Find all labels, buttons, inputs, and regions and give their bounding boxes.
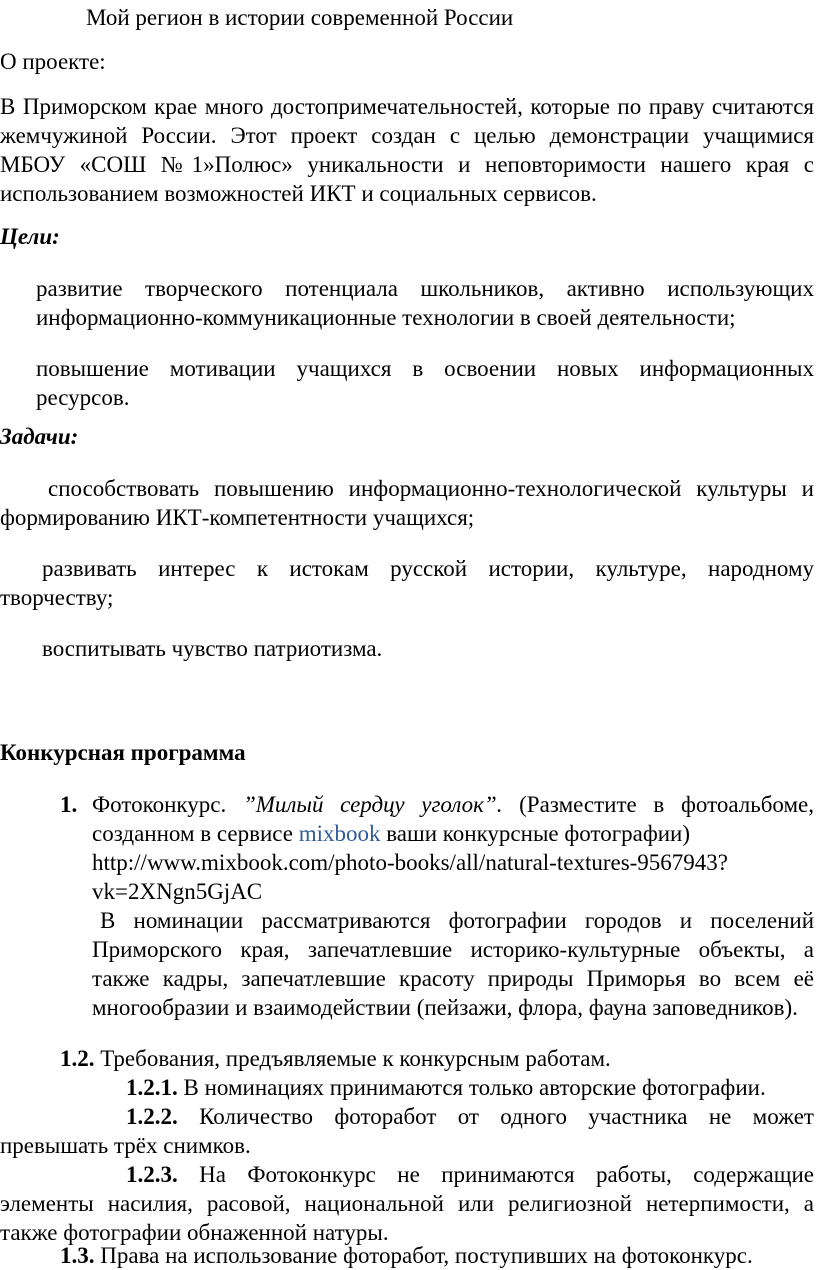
section-number: 1.2.3.: [126, 1162, 178, 1187]
contest-desc-end: ваши конкурсные фотографии): [380, 821, 691, 846]
about-paragraph: В Приморском крае много достопримечательностей, которые по праву считаются жемчужиной России. Этот проект создан с целью демонстрации учащимися МБОУ «СОШ №1»Полюс» уникальности и неповторимости нашего края с использованием возможностей ИКТ и социальных сервисов.: [0, 94, 814, 206]
nomination-paragraph: В номинации рассматриваются фотографии городов и поселений Приморского края, запечатлевшие историко-культурные объекты, а также кадры, запечатлевшие красоту природы Приморья во всем её многообразии и взаимодействии (пейзажи, флора, фауна заповедников).: [92, 908, 814, 1020]
about-label: О проекте:: [0, 49, 106, 74]
section-text: Требования, предъявляемые к конкурсным работам.: [94, 1046, 611, 1071]
page-title: Мой регион в истории современной России: [86, 5, 514, 30]
section-text: Права на использование фоторабот, поступивших на фотоконкурс.: [94, 1243, 753, 1268]
section-text: На Фотоконкурс не принимаются работы, содержащие элементы насилия, расовой, национальной или религиозной нетерпимости, а также фотографии обнаженной натуры.: [0, 1162, 814, 1245]
section-number: 1.2.: [60, 1046, 95, 1071]
section-text: В номинациях принимаются только авторские фотографии.: [177, 1075, 766, 1100]
section-1-2-3: [0, 1160, 814, 1247]
goal-item: развитие творческого потенциала школьников, активно использующих информационно-коммуникационные технологии в своей деятельности;: [36, 276, 814, 330]
contest-quote: ”Милый сердцу уголок”.: [242, 792, 503, 817]
section-text: Количество фоторабот от одного участника не может превышать трёх снимков.: [0, 1104, 814, 1158]
section-1-2-2: [0, 1102, 814, 1160]
contest-desc: (Разместите в фотоальбоме, созданном в сервисе: [92, 792, 814, 846]
tasks-heading: Задачи:: [0, 424, 79, 449]
task-item: развивать интерес к истокам русской истории, культуре, народному творчеству;: [0, 556, 814, 610]
contest-heading: Конкурсная программа: [0, 740, 246, 765]
section-number: 1.3.: [60, 1243, 95, 1268]
contest-lead: Фотоконкурс.: [92, 792, 243, 817]
section-number: 1.2.2.: [126, 1104, 178, 1129]
section-1-2-1: [0, 1073, 814, 1102]
section-1-2: [60, 1044, 814, 1073]
task-item: воспитывать чувство патриотизма.: [42, 636, 383, 661]
mixbook-link[interactable]: mixbook: [298, 821, 381, 846]
list-number: 1.: [60, 792, 78, 817]
goals-heading: Цели:: [0, 224, 60, 249]
goal-item: повышение мотивации учащихся в освоении новых информационных ресурсов.: [36, 356, 814, 410]
section-1-3: [60, 1241, 814, 1270]
task-item: способствовать повышению информационно-технологической культуры и формированию ИКТ-компетентности учащихся;: [0, 476, 814, 530]
section-number: 1.2.1.: [126, 1075, 178, 1100]
mixbook-url[interactable]: http://www.mixbook.com/photo-books/all/natural-textures-9567943?vk=2XNgn5GjAC: [92, 850, 729, 904]
contest-item-body: [92, 790, 814, 906]
